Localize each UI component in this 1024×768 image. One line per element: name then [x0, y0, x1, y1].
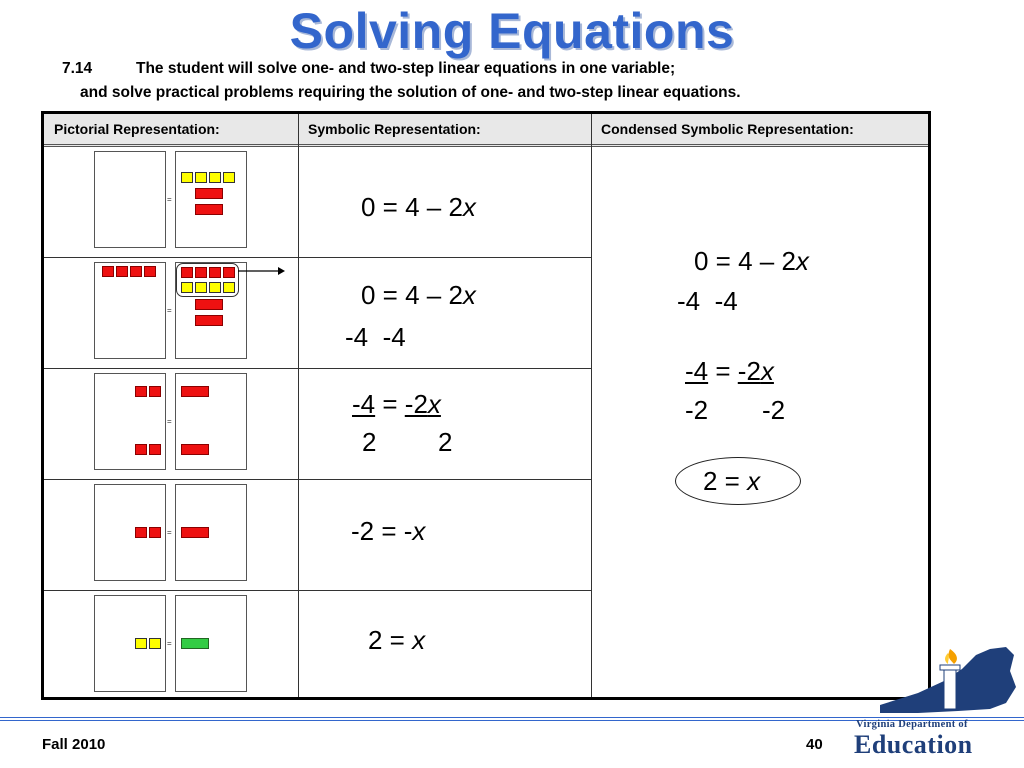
red-negative-x-tile — [195, 299, 223, 310]
header-pictorial: Pictorial Representation: — [54, 121, 220, 137]
red-negative-x-tile — [181, 527, 209, 538]
red-negative-x-tile — [195, 188, 223, 199]
row-divider — [44, 257, 591, 258]
eq-text: 0 = 4 – 2 — [694, 246, 796, 276]
sol-text-1: The student will solve one- and two-step linear equations in one variable; — [136, 60, 676, 77]
equals-sign: = — [167, 195, 172, 204]
red-unit-tile — [144, 266, 156, 277]
sol-line-2: and solve practical problems requiring the solution of one- and two-step linear equations. — [80, 84, 741, 101]
table-header — [44, 114, 928, 147]
footer-rule — [0, 717, 1024, 718]
red-unit-tile — [116, 266, 128, 277]
org-name-line-2: Education — [854, 730, 973, 759]
coefficient: -2 — [404, 389, 428, 419]
red-unit-tile — [135, 527, 147, 538]
row-divider — [44, 590, 591, 591]
variable: x — [747, 466, 761, 496]
red-negative-x-tile — [195, 204, 223, 215]
symbolic-eq-row-2 — [361, 280, 476, 311]
coefficient: -2 — [737, 356, 761, 386]
red-unit-tile — [181, 267, 193, 278]
variable: x — [462, 192, 476, 222]
variable: x — [412, 625, 426, 655]
symbolic-subtract-row-2: -4 -4 — [345, 322, 406, 352]
column-divider — [591, 114, 592, 697]
denominator-right: 2 — [438, 427, 453, 457]
denominator-left: 2 — [362, 427, 377, 457]
symbolic-eq-row-4 — [351, 516, 425, 547]
red-unit-tile — [135, 444, 147, 455]
left-mat — [94, 151, 166, 248]
variable: x — [412, 516, 426, 546]
yellow-unit-tile — [209, 172, 221, 183]
denominator-right: -2 — [762, 395, 786, 425]
condensed-eq-1 — [694, 246, 809, 277]
virginia-map-logo-icon — [878, 645, 1018, 717]
numerator-right — [405, 389, 441, 419]
yellow-unit-tile — [195, 282, 207, 293]
yellow-unit-tile — [209, 282, 221, 293]
red-unit-tile — [130, 266, 142, 277]
numerator-left: -4 — [685, 356, 709, 386]
variable: x — [760, 356, 774, 386]
yellow-unit-tile — [223, 282, 235, 293]
condensed-answer — [703, 466, 760, 497]
red-negative-x-tile — [195, 315, 223, 326]
slide-title: Solving Equations — [289, 3, 735, 59]
footer-term: Fall 2010 — [42, 736, 106, 753]
red-unit-tile — [149, 527, 161, 538]
eq-text: 2 = — [703, 466, 748, 496]
red-unit-tile — [223, 267, 235, 278]
sol-line-1 — [62, 60, 675, 78]
red-unit-tile — [149, 386, 161, 397]
arrow-right-icon — [238, 264, 286, 278]
symbolic-eq-row-3 — [352, 389, 441, 420]
org-name-line-1: Virginia Department of — [856, 719, 968, 730]
yellow-unit-tile — [195, 172, 207, 183]
yellow-unit-tile — [181, 172, 193, 183]
variable: x — [427, 389, 441, 419]
equals-sign: = — [167, 306, 172, 315]
red-negative-x-tile — [181, 386, 209, 397]
page-number: 40 — [806, 736, 823, 753]
sol-number: 7.14 — [62, 60, 93, 77]
equals-sign: = — [167, 639, 172, 648]
red-unit-tile — [195, 267, 207, 278]
variable: x — [462, 280, 476, 310]
eq-text: 0 = 4 – 2 — [361, 280, 463, 310]
red-unit-tile — [149, 444, 161, 455]
eq-text: -2 = - — [351, 516, 413, 546]
yellow-unit-tile — [181, 282, 193, 293]
condensed-eq-3 — [685, 356, 774, 387]
equals: = — [382, 389, 398, 419]
denominator-left: -2 — [685, 395, 709, 425]
red-unit-tile — [209, 267, 221, 278]
numerator-left: -4 — [352, 389, 376, 419]
condensed-subtract: -4 -4 — [677, 286, 738, 316]
red-negative-x-tile — [181, 444, 209, 455]
green-x-tile — [181, 638, 209, 649]
equals-sign: = — [167, 528, 172, 537]
row-divider — [44, 368, 591, 369]
symbolic-eq-row-1 — [361, 192, 476, 223]
eq-text: 2 = — [368, 625, 413, 655]
yellow-unit-tile — [149, 638, 161, 649]
header-symbolic: Symbolic Representation: — [308, 121, 481, 137]
column-divider — [298, 114, 299, 697]
equals-sign: = — [167, 417, 172, 426]
red-unit-tile — [102, 266, 114, 277]
row-divider — [44, 479, 591, 480]
red-unit-tile — [135, 386, 147, 397]
variable: x — [795, 246, 809, 276]
right-mat — [175, 151, 247, 248]
numerator-right — [738, 356, 774, 386]
header-condensed: Condensed Symbolic Representation: — [601, 121, 854, 137]
yellow-unit-tile — [223, 172, 235, 183]
eq-text: 0 = 4 – 2 — [361, 192, 463, 222]
yellow-unit-tile — [135, 638, 147, 649]
equals: = — [715, 356, 731, 386]
symbolic-eq-row-5 — [368, 625, 425, 656]
